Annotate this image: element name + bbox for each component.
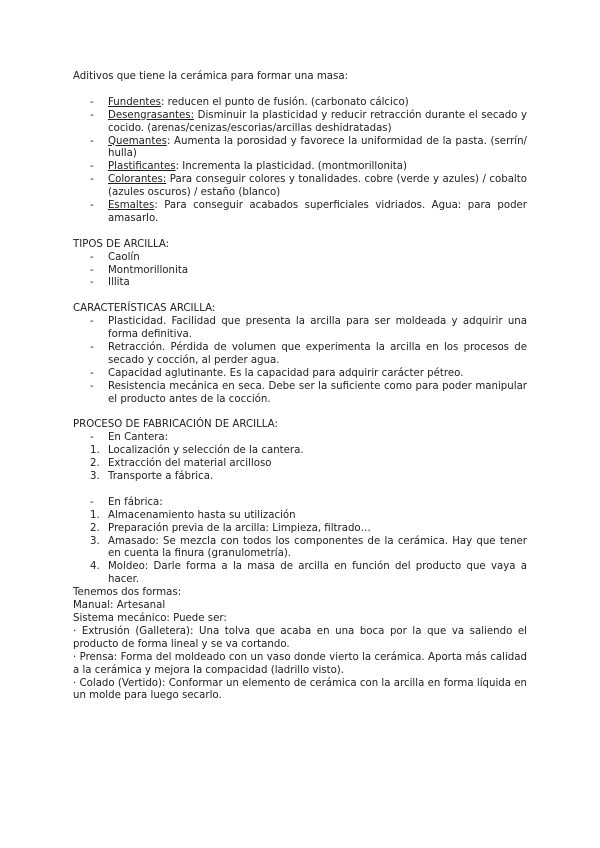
step-text: Localización y selección de la cantera. — [108, 445, 304, 457]
aditivo-term: Colorantes: — [108, 174, 167, 186]
list-item: - Caolín — [73, 252, 527, 265]
forma-item: · Extrusión (Galletera): Una tolva que acaba en una boca por la que va saliendo el producto de forma lineal y se va cortando. — [73, 625, 527, 650]
tipos-heading: TIPOS DE ARCILLA: — [73, 238, 170, 250]
list-item — [73, 510, 527, 523]
formas-mecanico: Sistema mecánico: Puede ser: — [73, 612, 227, 624]
aditivo-text: : Incrementa la plasticidad. (montmorillonita) — [175, 161, 407, 173]
step-text: Amasado: Se mezcla con todos los componentes de la cerámica. Hay que tener en cuenta la finura (granulometría). — [108, 535, 527, 560]
aditivo-text: : reducen el punto de fusión. (carbonato cálcico) — [160, 96, 409, 108]
intro-line: Aditivos que tiene la cerámica para formar una masa: — [73, 71, 348, 82]
list-item — [73, 445, 527, 458]
aditivo-term: Desengrasantes: — [108, 109, 195, 121]
list-item: - Retracción. Pérdida de volumen que experimenta la arcilla en los procesos de secado y cocción, al perder agua. — [73, 342, 527, 368]
list-item: - Plasticidad. Facilidad que presenta la arcilla para ser moldeada y adquirir una forma definitiva. — [73, 316, 527, 342]
list-item: - Capacidad aglutinante. Es la capacidad para adquirir carácter pétreo. — [73, 368, 527, 381]
list-item — [73, 536, 527, 562]
list-item — [73, 174, 527, 200]
cantera-steps — [73, 445, 527, 484]
step-text: Moldeo: Darle forma a la masa de arcilla en función del producto que vaya a hacer. — [108, 561, 527, 586]
forma-item: · Colado (Vertido): Conformar un elemento de cerámica con la arcilla en forma líquida en un molde para luego secarlo. — [73, 677, 527, 702]
step-text: Preparación previa de la arcilla: Limpieza, filtrado… — [108, 522, 371, 534]
list-item — [73, 97, 527, 110]
fabrica-steps — [73, 510, 527, 587]
list-item: - Resistencia mecánica en seca. Debe ser la suficiente como para poder manipular el producto antes de la cocción. — [73, 381, 527, 407]
fabrica-label-list — [73, 497, 527, 510]
caracteristicas-list — [73, 316, 527, 406]
proceso-heading: PROCESO DE FABRICACIÓN DE ARCILLA: — [73, 419, 278, 431]
caracteristicas-heading: CARACTERÍSTICAS ARCILLA: — [73, 303, 216, 315]
aditivo-term: Fundentes — [108, 96, 161, 108]
step-text: Transporte a fábrica. — [108, 471, 214, 483]
step-number: 2. — [90, 458, 100, 470]
list-item — [73, 561, 527, 587]
document-body — [73, 71, 527, 703]
list-item — [73, 200, 527, 226]
cantera-label-list — [73, 432, 527, 445]
aditivo-text: Para conseguir colores y tonalidades. cobre (verde y azules) / cobalto (azules oscuros) / estaño (blanco) — [108, 174, 527, 199]
aditivo-text: : Aumenta la porosidad y favorece la uniformidad de la pasta. (serrín/ hulla) — [108, 135, 527, 160]
aditivo-term: Esmaltes — [108, 200, 155, 212]
step-number: 3. — [90, 535, 100, 547]
forma-item: · Prensa: Forma del moldeado con un vaso donde vierto la cerámica. Aporta más calidad a la cerámica y mejora la compacidad (ladrillo visto). — [73, 651, 527, 676]
list-item — [73, 110, 527, 136]
formas-intro: Tenemos dos formas: — [73, 587, 182, 599]
formas-manual: Manual: Artesanal — [73, 600, 166, 612]
cantera-label: - En Cantera: — [73, 432, 527, 445]
list-item — [73, 523, 527, 536]
aditivo-text: Disminuir la plasticidad y reducir retracción durante el secado y cocido. (arenas/cenizas/escorias/arcillas deshidratadas) — [108, 109, 527, 134]
fabrica-label: - En fábrica: — [73, 497, 527, 510]
step-number: 1. — [90, 509, 100, 521]
step-number: 1. — [90, 445, 100, 457]
step-text: Almacenamiento hasta su utilización — [108, 509, 296, 521]
tipos-list — [73, 252, 527, 291]
step-number: 3. — [90, 471, 100, 483]
aditivos-list — [73, 97, 527, 226]
step-number: 4. — [90, 561, 100, 573]
step-text: Extracción del material arcilloso — [108, 458, 272, 470]
list-item — [73, 458, 527, 471]
list-item: - Illita — [73, 277, 527, 290]
list-item — [73, 471, 527, 484]
aditivo-term: Plastificantes — [108, 161, 176, 173]
step-number: 2. — [90, 522, 100, 534]
aditivo-text: : Para conseguir acabados superficiales vidriados. Agua: para poder amasarlo. — [108, 200, 527, 224]
aditivo-term: Quemantes — [108, 135, 167, 147]
list-item: - Montmorillonita — [73, 265, 527, 278]
list-item — [73, 161, 527, 174]
list-item — [73, 136, 527, 162]
